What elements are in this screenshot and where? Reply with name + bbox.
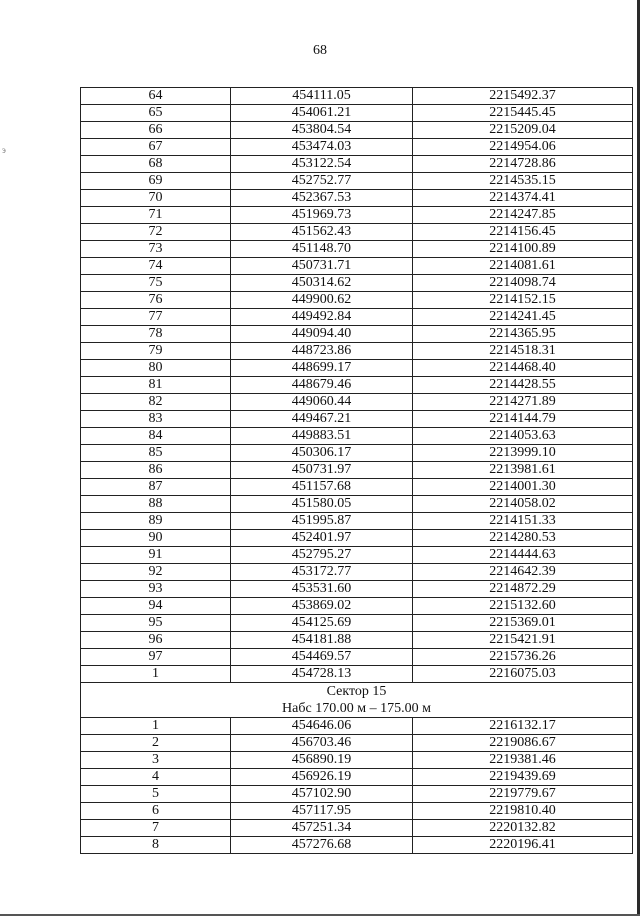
table-row xyxy=(81,496,633,513)
table-row xyxy=(81,139,633,156)
y-coordinate-cell: 2215132.60 xyxy=(413,598,633,615)
coordinates-rows-after xyxy=(81,718,633,854)
table-row xyxy=(81,820,633,837)
y-coordinate-cell: 2220196.41 xyxy=(413,837,633,854)
x-coordinate-cell: 448723.86 xyxy=(231,343,413,360)
table-row xyxy=(81,122,633,139)
table-row xyxy=(81,275,633,292)
x-coordinate-cell: 449094.40 xyxy=(231,326,413,343)
table-row xyxy=(81,360,633,377)
table-row xyxy=(81,105,633,122)
point-number-cell: 69 xyxy=(81,173,231,190)
y-coordinate-cell: 2214053.63 xyxy=(413,428,633,445)
sector-header-row xyxy=(81,683,633,718)
point-number-cell: 3 xyxy=(81,752,231,769)
y-coordinate-cell: 2214468.40 xyxy=(413,360,633,377)
x-coordinate-cell: 454061.21 xyxy=(231,105,413,122)
table-row xyxy=(81,581,633,598)
table-row xyxy=(81,530,633,547)
x-coordinate-cell: 456890.19 xyxy=(231,752,413,769)
y-coordinate-cell: 2216075.03 xyxy=(413,666,633,683)
x-coordinate-cell: 451969.73 xyxy=(231,207,413,224)
point-number-cell: 8 xyxy=(81,837,231,854)
point-number-cell: 75 xyxy=(81,275,231,292)
point-number-cell: 67 xyxy=(81,139,231,156)
y-coordinate-cell: 2215492.37 xyxy=(413,88,633,105)
x-coordinate-cell: 452795.27 xyxy=(231,547,413,564)
y-coordinate-cell: 2214642.39 xyxy=(413,564,633,581)
point-number-cell: 77 xyxy=(81,309,231,326)
y-coordinate-cell: 2214081.61 xyxy=(413,258,633,275)
y-coordinate-cell: 2214098.74 xyxy=(413,275,633,292)
table-row xyxy=(81,649,633,666)
y-coordinate-cell: 2215445.45 xyxy=(413,105,633,122)
table-row xyxy=(81,615,633,632)
point-number-cell: 97 xyxy=(81,649,231,666)
table-row xyxy=(81,547,633,564)
x-coordinate-cell: 456703.46 xyxy=(231,735,413,752)
y-coordinate-cell: 2215736.26 xyxy=(413,649,633,666)
table-row xyxy=(81,666,633,683)
point-number-cell: 70 xyxy=(81,190,231,207)
x-coordinate-cell: 454469.57 xyxy=(231,649,413,666)
table-row xyxy=(81,88,633,105)
y-coordinate-cell: 2219381.46 xyxy=(413,752,633,769)
x-coordinate-cell: 451562.43 xyxy=(231,224,413,241)
y-coordinate-cell: 2219439.69 xyxy=(413,769,633,786)
table-row xyxy=(81,513,633,530)
y-coordinate-cell: 2214280.53 xyxy=(413,530,633,547)
table-row xyxy=(81,207,633,224)
x-coordinate-cell: 457117.95 xyxy=(231,803,413,820)
point-number-cell: 4 xyxy=(81,769,231,786)
point-number-cell: 91 xyxy=(81,547,231,564)
point-number-cell: 1 xyxy=(81,718,231,735)
x-coordinate-cell: 451148.70 xyxy=(231,241,413,258)
y-coordinate-cell: 2214241.45 xyxy=(413,309,633,326)
y-coordinate-cell: 2219810.40 xyxy=(413,803,633,820)
y-coordinate-cell: 2213981.61 xyxy=(413,462,633,479)
coordinates-rows-before xyxy=(81,88,633,683)
x-coordinate-cell: 454111.05 xyxy=(231,88,413,105)
point-number-cell: 80 xyxy=(81,360,231,377)
table-row xyxy=(81,632,633,649)
x-coordinate-cell: 456926.19 xyxy=(231,769,413,786)
point-number-cell: 83 xyxy=(81,411,231,428)
y-coordinate-cell: 2214144.79 xyxy=(413,411,633,428)
point-number-cell: 65 xyxy=(81,105,231,122)
point-number-cell: 88 xyxy=(81,496,231,513)
table-row xyxy=(81,428,633,445)
table-row xyxy=(81,309,633,326)
y-coordinate-cell: 2214058.02 xyxy=(413,496,633,513)
x-coordinate-cell: 452367.53 xyxy=(231,190,413,207)
point-number-cell: 84 xyxy=(81,428,231,445)
point-number-cell: 92 xyxy=(81,564,231,581)
point-number-cell: 1 xyxy=(81,666,231,683)
x-coordinate-cell: 457251.34 xyxy=(231,820,413,837)
sector-header-cell xyxy=(81,683,633,718)
sector-header-group xyxy=(81,683,633,718)
coordinates-table xyxy=(80,87,633,854)
point-number-cell: 76 xyxy=(81,292,231,309)
x-coordinate-cell: 449900.62 xyxy=(231,292,413,309)
y-coordinate-cell: 2214535.15 xyxy=(413,173,633,190)
point-number-cell: 72 xyxy=(81,224,231,241)
table-row xyxy=(81,803,633,820)
table-row xyxy=(81,786,633,803)
point-number-cell: 95 xyxy=(81,615,231,632)
table-row xyxy=(81,735,633,752)
y-coordinate-cell: 2215369.01 xyxy=(413,615,633,632)
x-coordinate-cell: 450306.17 xyxy=(231,445,413,462)
point-number-cell: 71 xyxy=(81,207,231,224)
y-coordinate-cell: 2214271.89 xyxy=(413,394,633,411)
x-coordinate-cell: 453869.02 xyxy=(231,598,413,615)
x-coordinate-cell: 453804.54 xyxy=(231,122,413,139)
table-row xyxy=(81,837,633,854)
table-row xyxy=(81,769,633,786)
point-number-cell: 86 xyxy=(81,462,231,479)
x-coordinate-cell: 454125.69 xyxy=(231,615,413,632)
point-number-cell: 82 xyxy=(81,394,231,411)
table-row xyxy=(81,241,633,258)
x-coordinate-cell: 449467.21 xyxy=(231,411,413,428)
y-coordinate-cell: 2214100.89 xyxy=(413,241,633,258)
table-row xyxy=(81,718,633,735)
table-row xyxy=(81,173,633,190)
y-coordinate-cell: 2219086.67 xyxy=(413,735,633,752)
point-number-cell: 6 xyxy=(81,803,231,820)
y-coordinate-cell: 2216132.17 xyxy=(413,718,633,735)
point-number-cell: 2 xyxy=(81,735,231,752)
point-number-cell: 89 xyxy=(81,513,231,530)
point-number-cell: 81 xyxy=(81,377,231,394)
table-row xyxy=(81,156,633,173)
y-coordinate-cell: 2215209.04 xyxy=(413,122,633,139)
point-number-cell: 64 xyxy=(81,88,231,105)
point-number-cell: 7 xyxy=(81,820,231,837)
x-coordinate-cell: 453122.54 xyxy=(231,156,413,173)
point-number-cell: 68 xyxy=(81,156,231,173)
y-coordinate-cell: 2214872.29 xyxy=(413,581,633,598)
sector-title: Сектор 15 xyxy=(326,684,387,699)
point-number-cell: 90 xyxy=(81,530,231,547)
point-number-cell: 79 xyxy=(81,343,231,360)
y-coordinate-cell: 2214444.63 xyxy=(413,547,633,564)
x-coordinate-cell: 448699.17 xyxy=(231,360,413,377)
table-row xyxy=(81,190,633,207)
x-coordinate-cell: 454728.13 xyxy=(231,666,413,683)
y-coordinate-cell: 2219779.67 xyxy=(413,786,633,803)
table-row xyxy=(81,411,633,428)
table-row xyxy=(81,479,633,496)
y-coordinate-cell: 2220132.82 xyxy=(413,820,633,837)
point-number-cell: 5 xyxy=(81,786,231,803)
x-coordinate-cell: 451157.68 xyxy=(231,479,413,496)
x-coordinate-cell: 452401.97 xyxy=(231,530,413,547)
x-coordinate-cell: 451580.05 xyxy=(231,496,413,513)
x-coordinate-cell: 457102.90 xyxy=(231,786,413,803)
y-coordinate-cell: 2214518.31 xyxy=(413,343,633,360)
y-coordinate-cell: 2214001.30 xyxy=(413,479,633,496)
x-coordinate-cell: 454181.88 xyxy=(231,632,413,649)
x-coordinate-cell: 454646.06 xyxy=(231,718,413,735)
y-coordinate-cell: 2214152.15 xyxy=(413,292,633,309)
table-row xyxy=(81,462,633,479)
point-number-cell: 94 xyxy=(81,598,231,615)
point-number-cell: 85 xyxy=(81,445,231,462)
table-row xyxy=(81,564,633,581)
point-number-cell: 73 xyxy=(81,241,231,258)
y-coordinate-cell: 2214374.41 xyxy=(413,190,633,207)
y-coordinate-cell: 2214156.45 xyxy=(413,224,633,241)
sector-elevation-range: Набс 170.00 м – 175.00 м xyxy=(282,701,431,716)
x-coordinate-cell: 451995.87 xyxy=(231,513,413,530)
x-coordinate-cell: 453474.03 xyxy=(231,139,413,156)
y-coordinate-cell: 2214365.95 xyxy=(413,326,633,343)
x-coordinate-cell: 457276.68 xyxy=(231,837,413,854)
x-coordinate-cell: 453531.60 xyxy=(231,581,413,598)
table-row xyxy=(81,224,633,241)
margin-mark: э xyxy=(2,145,6,155)
y-coordinate-cell: 2214728.86 xyxy=(413,156,633,173)
point-number-cell: 93 xyxy=(81,581,231,598)
table-row xyxy=(81,598,633,615)
y-coordinate-cell: 2213999.10 xyxy=(413,445,633,462)
point-number-cell: 87 xyxy=(81,479,231,496)
x-coordinate-cell: 452752.77 xyxy=(231,173,413,190)
y-coordinate-cell: 2214428.55 xyxy=(413,377,633,394)
x-coordinate-cell: 449060.44 xyxy=(231,394,413,411)
x-coordinate-cell: 450731.71 xyxy=(231,258,413,275)
y-coordinate-cell: 2214151.33 xyxy=(413,513,633,530)
x-coordinate-cell: 453172.77 xyxy=(231,564,413,581)
point-number-cell: 74 xyxy=(81,258,231,275)
page-number: 68 xyxy=(313,43,327,58)
table-row xyxy=(81,445,633,462)
point-number-cell: 78 xyxy=(81,326,231,343)
x-coordinate-cell: 449492.84 xyxy=(231,309,413,326)
y-coordinate-cell: 2214954.06 xyxy=(413,139,633,156)
x-coordinate-cell: 450314.62 xyxy=(231,275,413,292)
table-row xyxy=(81,394,633,411)
table-row xyxy=(81,258,633,275)
point-number-cell: 96 xyxy=(81,632,231,649)
y-coordinate-cell: 2215421.91 xyxy=(413,632,633,649)
point-number-cell: 66 xyxy=(81,122,231,139)
x-coordinate-cell: 450731.97 xyxy=(231,462,413,479)
table-row xyxy=(81,752,633,769)
x-coordinate-cell: 448679.46 xyxy=(231,377,413,394)
x-coordinate-cell: 449883.51 xyxy=(231,428,413,445)
table-row xyxy=(81,292,633,309)
y-coordinate-cell: 2214247.85 xyxy=(413,207,633,224)
table-row xyxy=(81,377,633,394)
table-row xyxy=(81,326,633,343)
table-row xyxy=(81,343,633,360)
